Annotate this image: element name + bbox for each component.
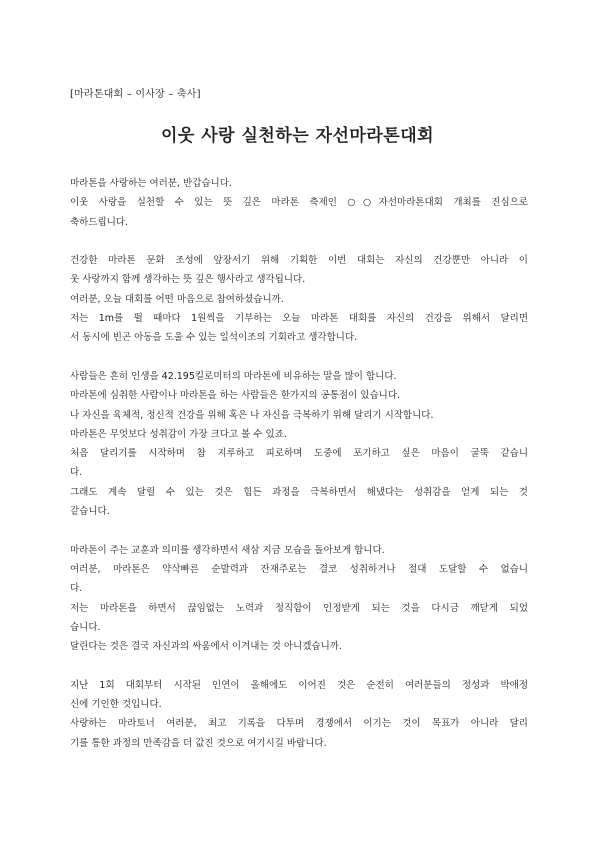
text-line: 다. xyxy=(70,467,83,479)
text-line: 달린다는 것은 결국 자신과의 싸움에서 이겨내는 것 아니겠습니까. xyxy=(70,641,342,653)
text-line: 다. xyxy=(70,583,83,595)
text-line: 건강한 마라톤 문화 조성에 앞장서기 위해 기획한 이번 대회는 자신의 건강뿐만 아니라 이 xyxy=(70,255,528,267)
text-line: 그래도 계속 달릴 수 있는 것은 힘든 과정을 극복하면서 해냈다는 성취감을 얻게 되는 것 xyxy=(70,486,528,498)
speech-paragraph xyxy=(70,174,528,232)
text-line: 같습니다. xyxy=(70,506,110,518)
text-line: 마라톤에 심취한 사람이나 마라톤을 하는 사람들은 한가지의 공통점이 있습니다. xyxy=(70,390,401,402)
text-line: 습니다. xyxy=(70,621,101,633)
text-line: 나 자신을 육체적, 정신적 건강을 위해 혹은 나 자신을 극복하기 위해 달리기 시작합니다. xyxy=(70,409,434,421)
text-line: 서 동시에 빈곤 아동을 도울 수 있는 일석이조의 기회라고 생각합니다. xyxy=(70,332,358,344)
text-line: 웃 사랑까지 함께 생각하는 뜻 깊은 행사라고 생각됩니다. xyxy=(70,274,306,286)
text-line: 신에 기인한 것입니다. xyxy=(70,699,162,711)
speech-paragraph xyxy=(70,367,528,521)
speech-body xyxy=(70,174,528,753)
text-line: 기를 통한 과정의 만족감을 더 값진 것으로 여기시길 바랍니다. xyxy=(70,737,327,749)
speech-paragraph xyxy=(70,676,528,753)
text-line: 저는 1m를 뛸 때마다 1원씩을 기부하는 오늘 마라톤 대회를 자신의 건강을 위해서 달리면 xyxy=(70,313,528,325)
text-line: 지난 1회 대회부터 시작된 인연이 올해에도 이어진 것은 순전히 여러분들의 정성과 박애정 xyxy=(70,679,528,691)
text-line: 처음 달리기를 시작하며 참 지루하고 피로하며 도중에 포기하고 싶은 마음이 굴뚝 같습니 xyxy=(70,448,528,460)
speech-paragraph xyxy=(70,541,528,657)
text-line: 여러분, 마라톤은 약삭빠른 순발력과 잔재주로는 결코 성취하거나 절대 도달할 수 없습니 xyxy=(70,563,528,575)
text-line: 사랑하는 마라토너 여러분, 최고 기록을 다투며 경쟁에서 이기는 것이 목표가 아니라 달리 xyxy=(70,718,528,730)
text-line: 저는 마라톤을 하면서 끊임없는 노력과 정직함이 인정받게 되는 것을 다시금 깨닫게 되었 xyxy=(70,602,528,614)
text-line: 이웃 사랑을 실천할 수 있는 뜻 깊은 마라톤 축제인 ○○자선마라톤대회 개최를 진심으로 xyxy=(70,197,528,209)
document-title: 이웃 사랑 실천하는 자선마라톤대회 xyxy=(160,126,435,146)
document-tag: [마라톤대회 – 이사장 – 축사] xyxy=(70,89,201,100)
text-line: 사람들은 흔히 인생을 42.195킬로미터의 마라톤에 비유하는 말을 많이 합니다. xyxy=(70,370,397,382)
text-line: 마라톤은 무엇보다 성취감이 가장 크다고 볼 수 있죠. xyxy=(70,428,287,440)
text-line: 마라톤을 사랑하는 여러분, 반갑습니다. xyxy=(70,178,232,189)
speech-paragraph xyxy=(70,251,528,347)
text-line: 마라톤이 주는 교훈과 의미를 생각하면서 새삼 지금 모습을 돌아보게 합니다. xyxy=(70,544,385,556)
text-line: 축하드립니다. xyxy=(70,216,129,228)
text-line: 여러분, 오늘 대회를 어떤 마음으로 참여하셨습니까. xyxy=(70,293,284,305)
